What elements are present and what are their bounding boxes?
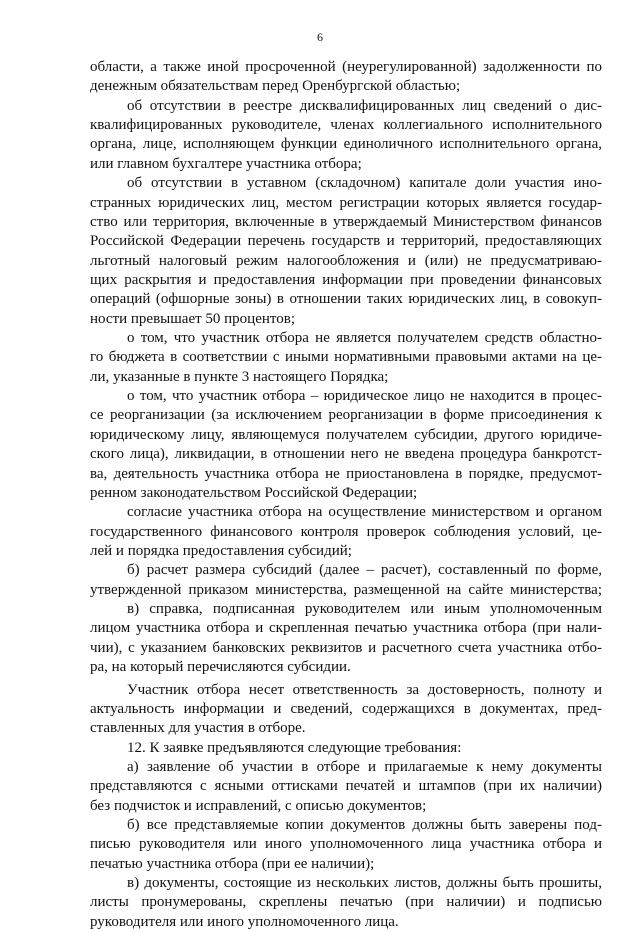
text-line: печатью участника отбора (при ее наличии); <box>90 855 375 872</box>
text-line: органа, лице, исполняющем функции единоличного исполнительного органа, <box>90 136 602 153</box>
text-line: ра, на который перечисляются субсидии. <box>90 659 351 676</box>
text-line: се реорганизации (за исключением реорганизации в форме присоединения к <box>90 407 602 424</box>
text-line: или главном бухгалтере участника отбора; <box>90 155 362 172</box>
text-line: ставленных для участия в отборе. <box>90 720 306 737</box>
text-line: операций (офшорные зоны) в отношении таких юридических лиц, в совокуп- <box>90 291 602 308</box>
text-line: ренном законодательством Российской Федерации; <box>90 484 418 501</box>
text-line: в) справка, подписанная руководителем или иным уполномоченным <box>127 601 602 618</box>
text-line: о том, что участник отбора – юридическое лицо не находится в процес- <box>127 388 602 405</box>
text-line: об отсутствии в реестре дисквалифицированных лиц сведений о дис- <box>127 97 602 114</box>
text-line: в) документы, состоящие из нескольких листов, должны быть прошиты, <box>127 875 602 892</box>
text-line: а) заявление об участии в отборе и прилагаемые к нему документы <box>127 758 602 775</box>
text-line: писью руководителя или иного уполномоченного лица участника отбора и <box>90 836 602 853</box>
text-line: Российской Федерации перечень государств и территорий, предоставляющих <box>90 233 602 250</box>
page-number: 6 <box>317 30 323 44</box>
text-line: ли, указанные в пункте 3 настоящего Порядка; <box>90 368 389 385</box>
text-line: льготный налоговый режим налогообложения и (или) не предусматриваю- <box>90 252 602 269</box>
text-line: чии), с указанием банковских реквизитов и расчетного счета участника отбо- <box>90 639 602 656</box>
text-line: денежным обязательствам перед Оренбургской областью; <box>90 78 461 95</box>
text-line: юридическому лицу, являющемуся получателем субсидии, другого юридиче- <box>90 426 602 443</box>
text-line: ности превышает 50 процентов; <box>90 310 296 327</box>
text-line: представляются с ясными оттисками печатей и штампов (при их наличии) <box>90 778 602 795</box>
text-line: щих раскрытия и предоставления информации при проведении финансовых <box>90 271 602 288</box>
document-body <box>90 58 602 932</box>
text-line: странных юридических лиц, местом регистрации которых является государ- <box>90 194 602 211</box>
text-line: 12. К заявке предъявляются следующие требования: <box>127 739 462 756</box>
text-line: Участник отбора несет ответственность за достоверность, полноту и <box>127 681 602 698</box>
text-line: ского лица), ликвидации, в отношении него не введена процедура банкротст- <box>90 446 602 463</box>
text-line: утвержденной приказом министерства, размещенной на сайте министерства; <box>90 581 602 598</box>
text-line: лей и порядка предоставления субсидий; <box>90 542 352 559</box>
text-line: го бюджета в соответствии с иными нормативными правовыми актами на це- <box>90 349 602 366</box>
text-line: ство или территория, включенные в утверждаемый Министерством финансов <box>90 213 602 230</box>
text-line: согласие участника отбора на осуществление министерством и органом <box>127 504 602 521</box>
text-line: листы пронумерованы, скреплены печатью (при наличии) и подписью <box>90 894 602 911</box>
text-line: о том, что участник отбора не является получателем средств областно- <box>127 330 602 347</box>
text-line: области, а также иной просроченной (неурегулированной) задолженности по <box>90 59 602 75</box>
text-line: об отсутствии в уставном (складочном) капитале доли участия ино- <box>127 175 602 192</box>
text-line: лицом участника отбора и скрепленная печатью участника отбора (при нали- <box>90 620 602 637</box>
text-line: руководителя или иного уполномоченного лица. <box>90 913 399 930</box>
text-line: квалифицированных руководителе, членах коллегиального исполнительного <box>90 117 602 134</box>
text-line: ва, деятельность участника отбора не приостановлена в порядке, предусмот- <box>90 465 602 482</box>
text-line: государственного финансового контроля проверок соблюдения условий, це- <box>90 523 602 540</box>
text-line: актуальность информации и сведений, содержащихся в документах, пред- <box>90 700 602 717</box>
text-line: б) расчет размера субсидий (далее – расчет), составленный по форме, <box>127 562 602 579</box>
text-line: без подчисток и исправлений, с описью документов; <box>90 797 427 814</box>
text-line: б) все представляемые копии документов должны быть заверены под- <box>127 817 602 834</box>
